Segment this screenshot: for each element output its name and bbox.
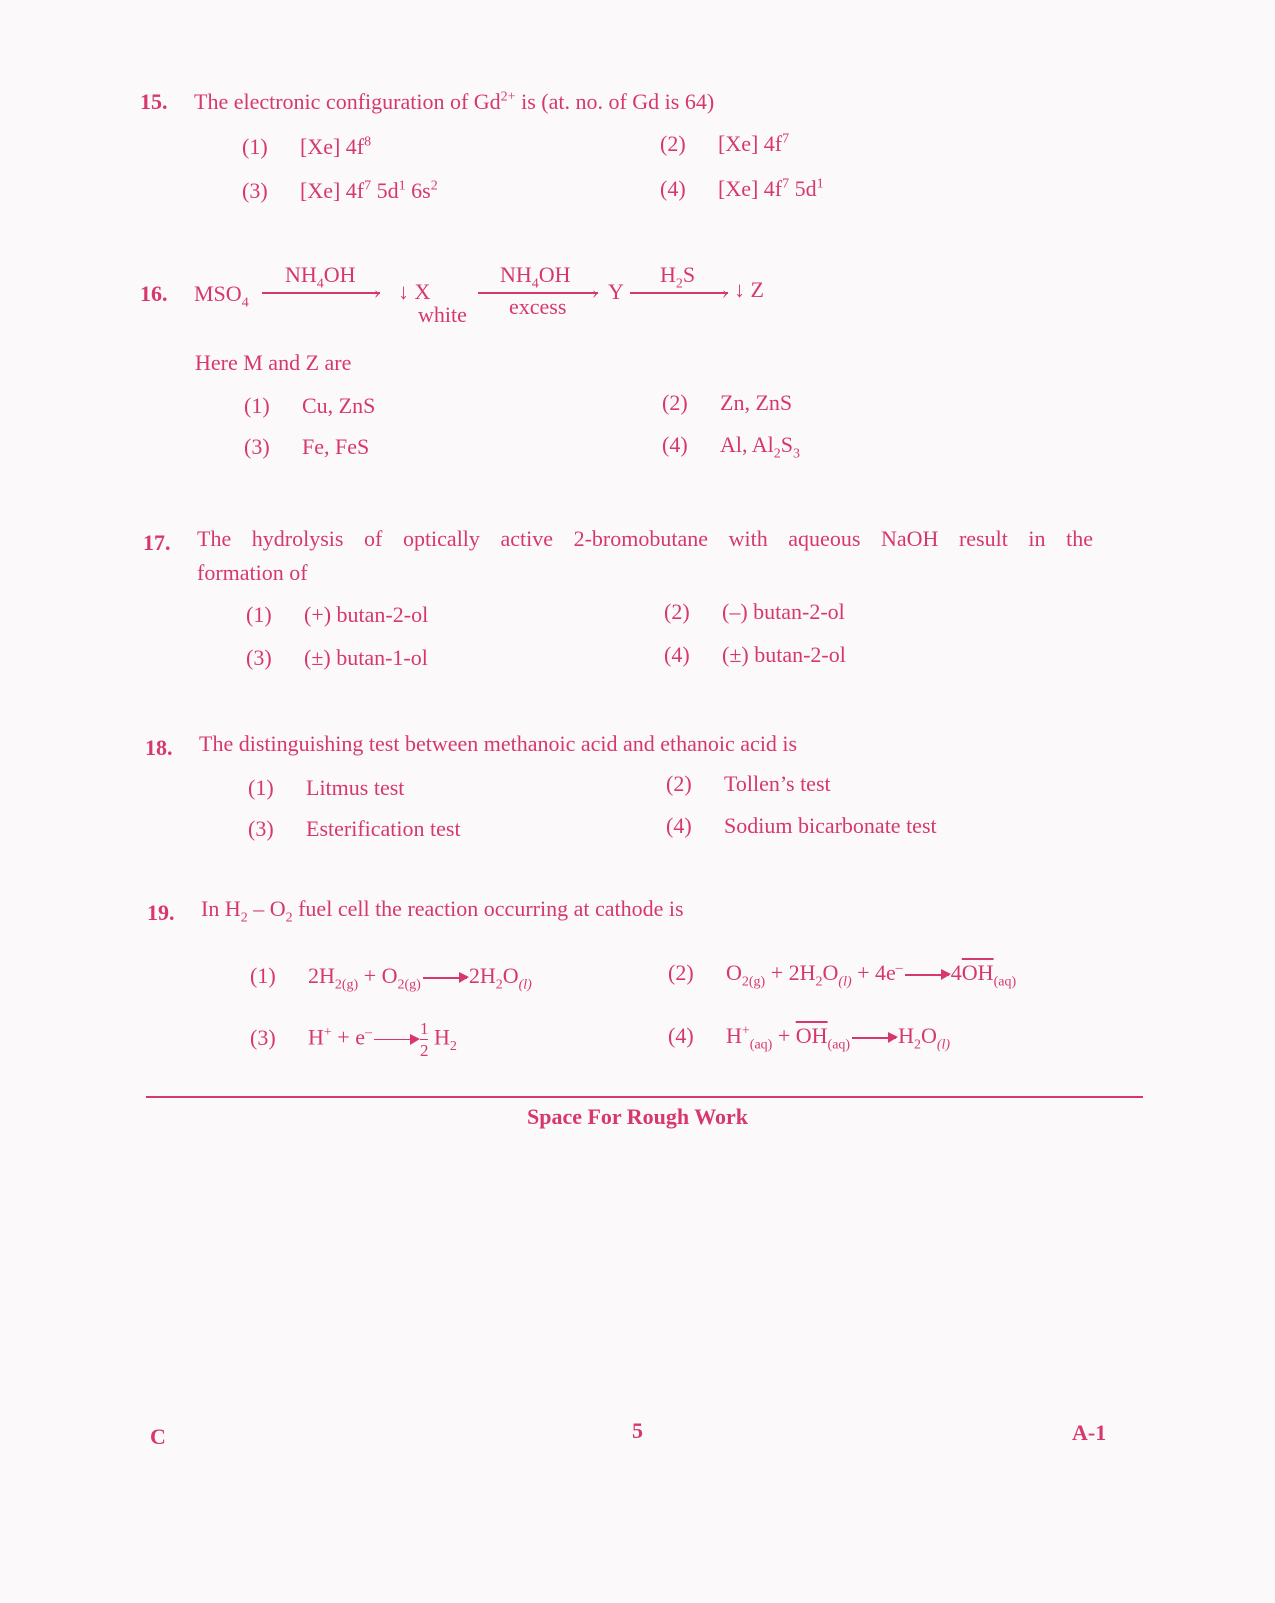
q16-arrow-3 — [630, 292, 728, 294]
q19-option-1: (1) $2H_{2(g)} + O_{2(g)}$ $2H_2O_{(l)}$ — [250, 963, 532, 993]
question-17-number: 17. — [143, 530, 171, 555]
q19-opt4-arrow — [852, 1037, 896, 1039]
footer-page-number: 5 — [632, 1418, 643, 1443]
question-15-number: 15. — [140, 89, 168, 114]
q15-option-4: (4) [Xe] $4f^7$ $5d^1$ — [660, 176, 824, 201]
q19-option-3: (3) H+ + e– $\frac{1}{2}$ $H_2$ — [250, 1019, 457, 1060]
q17-option-1: (1) (+) butan-2-ol — [246, 602, 429, 627]
rough-work-divider — [146, 1096, 1143, 1098]
q19-opt3-fraction: $\frac{1}{2}$ — [419, 1019, 429, 1060]
q18-option-3: (3) Esterification test — [248, 816, 461, 841]
q15-option-3: (3) [Xe] $4f^7$ $5d^1$ $6s^2$ — [242, 178, 438, 203]
question-19-text: In $H_2 - O_2$ fuel cell the reaction occurring at cathode is — [201, 896, 684, 926]
q18-option-2: (2) Tollen’s test — [666, 771, 831, 796]
q16-arrow-3-head: › — [722, 282, 728, 302]
question-18-text: The distinguishing test between methanoic acid and ethanoic acid is — [199, 731, 798, 756]
q16-arrow-2-head: › — [592, 282, 598, 302]
question-18-number: 18. — [145, 735, 173, 760]
q17-option-4: (4) (±) butan-2-ol — [664, 642, 846, 667]
question-16-text: Here M and Z are — [195, 350, 352, 375]
q16-option-3: (3) Fe, FeS — [244, 434, 370, 459]
q16-option-1: (1) Cu, ZnS — [244, 393, 376, 418]
q19-option-4: (4) $H^+_{(aq)} + \overline{OH}_{(aq)}$ $H_2O_{(l)}$ — [668, 1023, 951, 1053]
q19-opt1-arrow — [423, 977, 467, 979]
q17-option-3: (3) (±) butan-1-ol — [246, 645, 428, 670]
q16-product-1-note: white — [418, 302, 467, 327]
q15-option-2: (2) [Xe] $4f^7$ — [660, 131, 790, 156]
q16-reagent-2-note: excess — [509, 294, 567, 319]
q16-reagent-3: $H_2S$ — [660, 262, 696, 292]
question-19-number: 19. — [147, 900, 175, 925]
q18-option-1: (1) Litmus test — [248, 775, 405, 800]
q17-option-2: (2) (–) butan-2-ol — [664, 599, 845, 624]
q16-product-1: ↓ X — [398, 279, 431, 304]
question-15-text: The electronic configuration of $Gd^{2+}$ is (at. no. of Gd is 64) — [194, 89, 715, 114]
rough-work-label: Space For Rough Work — [526, 1104, 749, 1129]
footer-series-code: C — [150, 1424, 166, 1449]
question-17-line-1: The hydrolysis of optically active 2-bromobutane with aqueous NaOH result in the — [197, 526, 1093, 551]
question-17-line-2: formation of — [197, 560, 308, 585]
q19-option-2: (2) $O_{2(g)} + 2H_2O_{(l)} + 4e^-$ $4\overline{OH}_{(aq)}$ — [668, 960, 1017, 990]
q16-reactant: $MSO_4$ — [194, 281, 249, 311]
question-16-number: 16. — [140, 281, 168, 306]
q16-option-4: (4) Al, $Al_2S_3$ — [662, 432, 801, 462]
q16-option-2: (2) Zn, ZnS — [662, 390, 793, 415]
q15-option-1: (1) [Xe] $4f^8$ — [242, 134, 372, 159]
q19-opt3-arrow — [374, 1039, 418, 1041]
q18-option-4: (4) Sodium bicarbonate test — [666, 813, 937, 838]
q16-product-3: ↓ Z — [734, 277, 764, 302]
q19-opt2-arrow — [905, 974, 949, 976]
q16-reagent-1: $NH_4OH$ — [285, 262, 356, 292]
q16-arrow-1-head: › — [374, 282, 380, 302]
q16-reagent-2: $NH_4OH$ — [500, 262, 571, 292]
footer-booklet-code: A-1 — [1072, 1420, 1107, 1445]
q16-product-2: Y — [608, 279, 624, 304]
q16-arrow-1 — [262, 292, 380, 294]
